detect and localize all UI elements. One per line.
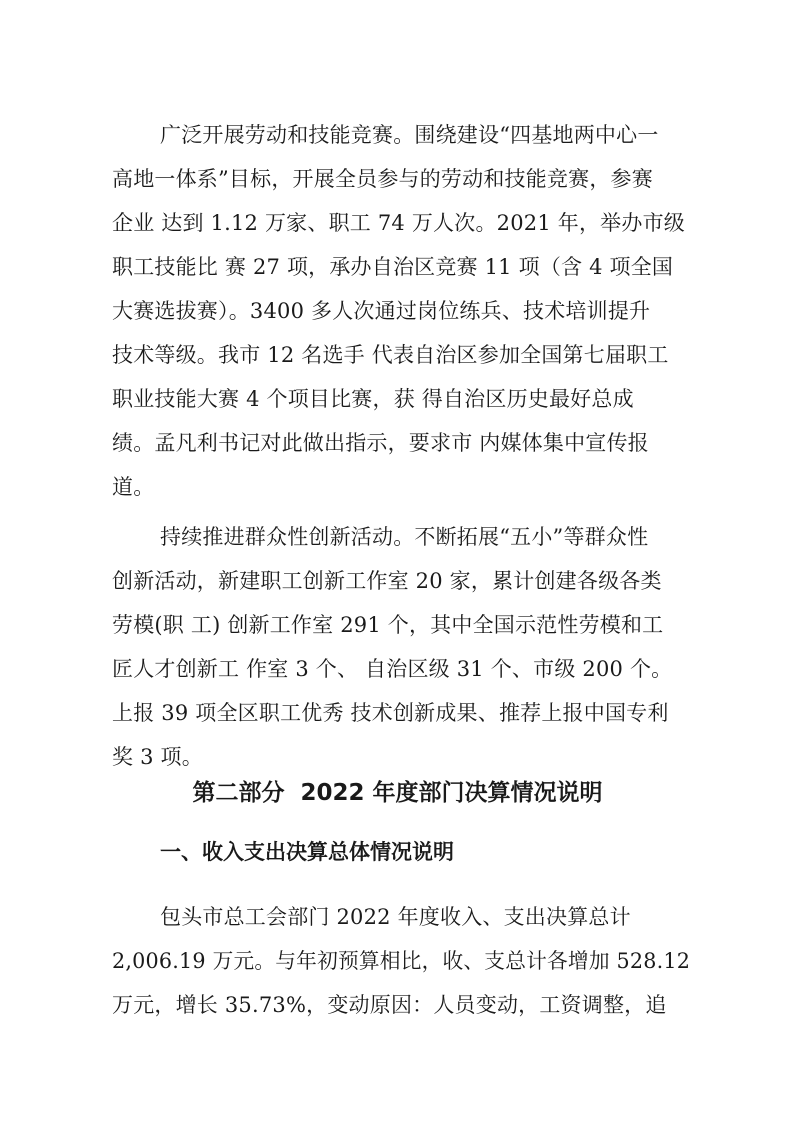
text-line: 绩。孟凡利书记对此做出指示，要求市 内媒体集中宣传报: [112, 431, 649, 455]
text-line: 大赛选拔赛）。3400 多人次通过岗位练兵、技术培训提升: [112, 299, 651, 323]
text-line: 劳模(职 工) 创新工作室 291 个，其中全国示范性劳模和工: [112, 613, 664, 637]
text-line: 职业技能大赛 4 个项目比赛，获 得自治区历史最好总成: [112, 387, 634, 411]
text-line: 道。: [112, 475, 155, 499]
text-line: 2,006.19 万元。与年初预算相比，收、支总计各增加 528.12: [112, 949, 691, 973]
text-line: 匠人才创新工 作室 3 个、 自治区级 31 个、市级 200 个。: [112, 657, 673, 681]
text-line: 职工技能比 赛 27 项，承办自治区竞赛 11 项（含 4 项全国: [112, 255, 674, 279]
text-line: 高地一体系”目标，开展全员参与的劳动和技能竞赛，参赛: [112, 167, 653, 191]
text-line: 包头市总工会部门 2022 年度收入、支出决算总计: [160, 905, 631, 929]
section-title: 第二部分 2022 年度部门决算情况说明: [192, 780, 603, 806]
text-line: 奖 3 项。: [112, 745, 203, 769]
text-line: 持续推进群众性创新活动。不断拓展“五小”等群众性: [160, 525, 649, 549]
text-line: 技术等级。我市 12 名选手 代表自治区参加全国第七届职工: [112, 343, 669, 367]
text-line: 万元，增长 35.73%，变动原因：人员变动，工资调整，追: [112, 993, 667, 1017]
text-line: 广泛开展劳动和技能竞赛。围绕建设“四基地两中心一: [160, 123, 659, 147]
text-line: 企业 达到 1.12 万家、职工 74 万人次。2021 年，举办市级: [112, 211, 685, 235]
subsection-title: 一、收入支出决算总体情况说明: [160, 840, 454, 864]
text-line: 创新活动，新建职工创新工作室 20 家，累计创建各级各类: [112, 569, 662, 593]
text-line: 上报 39 项全区职工优秀 技术创新成果、推荐上报中国专利: [112, 701, 669, 725]
